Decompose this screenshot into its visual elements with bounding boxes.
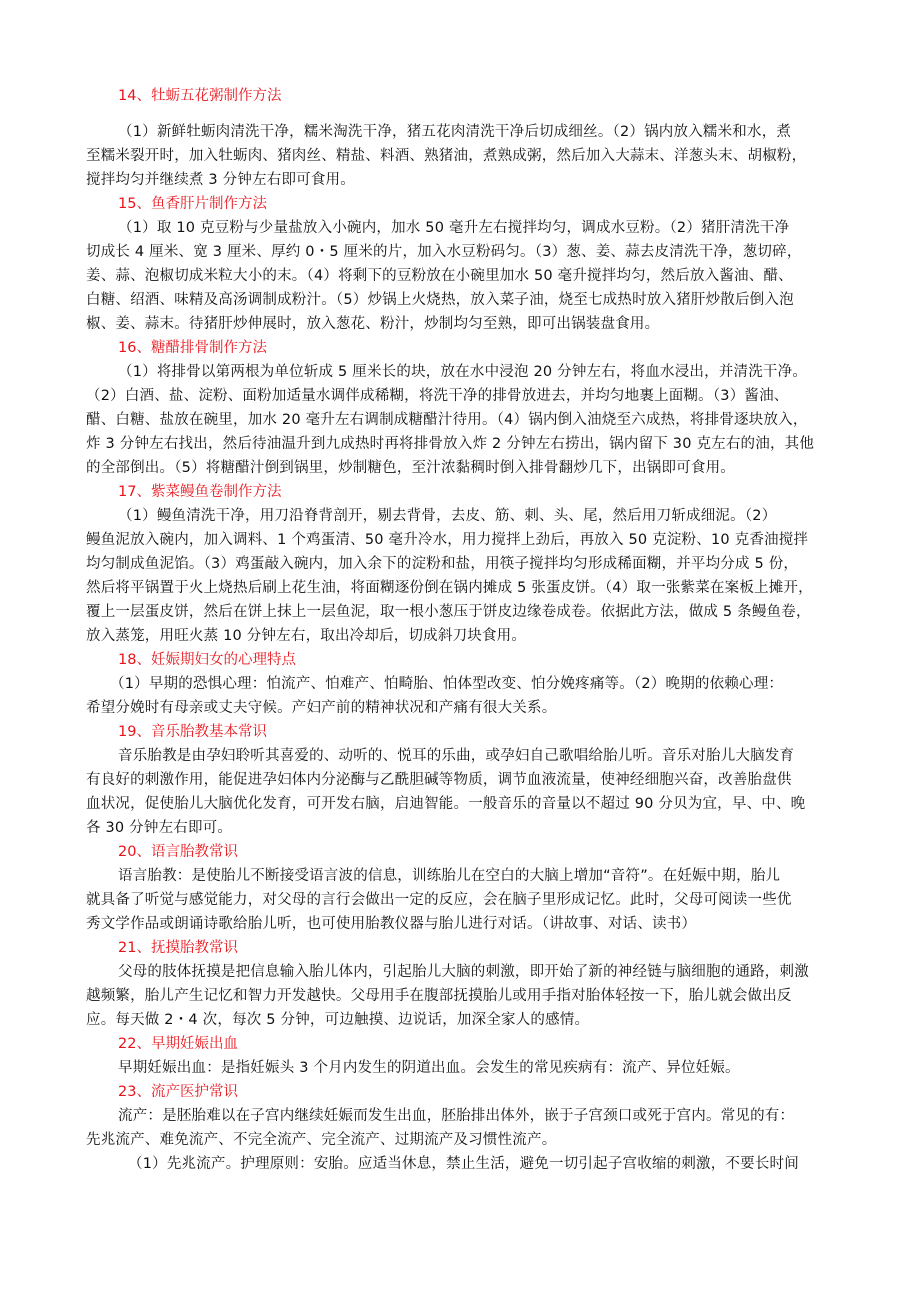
- paragraph-line: 各 30 分钟左右即可。: [86, 820, 233, 836]
- paragraph-line: 姜、蒜、泡椒切成米粒大小的末。（4）将剩下的豆粉放在小碗里加水 50 毫升搅拌均匀，然后放入酱油、醋、: [86, 268, 793, 284]
- section-heading-15: 15、鱼香肝片制作方法: [118, 196, 267, 212]
- paragraph-line: 然后将平锅置于火上烧热后刷上花生油，将面糊逐份倒在锅内摊成 5 张蛋皮饼。（4）取一张紫菜在案板上摊开，: [86, 580, 813, 596]
- paragraph-line: 覆上一层蛋皮饼，然后在饼上抹上一层鱼泥，取一根小葱压于饼皮边缘卷成卷。依据此方法，做成 5 条鳗鱼卷，: [86, 604, 811, 620]
- paragraph-line: 椒、姜、蒜末。待猪肝炒伸展时，放入葱花、粉汁，炒制均匀至熟，即可出锅装盘食用。: [86, 316, 660, 332]
- section-heading-17: 17、紫菜鳗鱼卷制作方法: [118, 484, 282, 500]
- section-heading-20: 20、语言胎教常识: [118, 844, 238, 860]
- paragraph-line: 希望分娩时有母亲或丈夫守候。产妇产前的精神状况和产痛有很大关系。: [86, 700, 557, 716]
- section-heading-18: 18、妊娠期妇女的心理特点: [118, 652, 296, 668]
- paragraph-line: 应。每天做 2・4 次，每次 5 分钟，可边触摸、边说话，加深全家人的感情。: [86, 1012, 590, 1028]
- paragraph-line: （1）将排骨以第两根为单位斩成 5 厘米长的块，放在水中浸泡 20 分钟左右，将血水浸出，并清洗干净。: [118, 364, 808, 380]
- paragraph-line: 醋、白糖、盐放在碗里，加水 20 毫升左右调制成糖醋汁待用。（4）锅内倒入油烧至六成热，将排骨逐块放入，: [86, 412, 808, 428]
- paragraph-line: （1）鳗鱼清洗干净，用刀沿脊背剖开，剔去背骨，去皮、筋、刺、头、尾，然后用刀斩成细泥。（2）: [118, 508, 777, 524]
- paragraph-line: （1）早期的恐惧心理：怕流产、怕难产、怕畸胎、怕体型改变、怕分娩疼痛等。（2）晚期的依赖心理：: [110, 676, 784, 692]
- paragraph-line: 均匀制成鱼泥馅。（3）鸡蛋敲入碗内，加入余下的淀粉和盐，用筷子搅拌均匀形成稀面糊，并平均分成 5 份，: [86, 556, 799, 572]
- paragraph-line: 至糯米裂开时，加入牡蛎肉、猪肉丝、精盐、料酒、熟猪油，煮熟成粥，然后加入大蒜末、洋葱头末、胡椒粉，: [86, 148, 807, 164]
- paragraph-line: 语言胎教：是使胎儿不断接受语言波的信息，训练胎儿在空白的大脑上增加“音符”。在妊娠中期，胎儿: [118, 868, 781, 884]
- paragraph-line: 音乐胎教是由孕妇聆听其喜爱的、动听的、悦耳的乐曲，或孕妇自己歌唱给胎儿听。音乐对胎儿大脑发育: [118, 748, 795, 764]
- paragraph-line: 鳗鱼泥放入碗内，加入调料、1 个鸡蛋清、50 毫升冷水，用力搅拌上劲后，再放入 50 克淀粉、10 克香油搅拌: [86, 532, 809, 548]
- paragraph-line: 就具备了听觉与感觉能力，对父母的言行会做出一定的反应，会在脑子里形成记忆。此时，父母可阅读一些优: [86, 892, 792, 908]
- paragraph-line: 搅拌均匀并继续煮 3 分钟左右即可食用。: [86, 172, 355, 188]
- paragraph-line: 秀文学作品或朗诵诗歌给胎儿听，也可使用胎教仪器与胎儿进行对话。（讲故事、对话、读书）: [86, 916, 697, 932]
- paragraph-line: 放入蒸笼，用旺火蒸 10 分钟左右，取出冷却后，切成斜刀块食用。: [86, 628, 527, 644]
- section-heading-19: 19、音乐胎教基本常识: [118, 724, 267, 740]
- section-heading-21: 21、抚摸胎教常识: [118, 940, 238, 956]
- paragraph-line: 白糖、绍酒、味精及高汤调制成粉汁。（5）炒锅上火烧热，放入菜子油，烧至七成热时放入猪肝炒散后倒入泡: [86, 292, 794, 308]
- paragraph-line: 先兆流产、难免流产、不完全流产、完全流产、过期流产及习惯性流产。: [86, 1132, 557, 1148]
- paragraph-line: 流产：是胚胎难以在子宫内继续妊娠而发生出血，胚胎排出体外，嵌于子宫颈口或死于宫内。常见的有：: [118, 1108, 795, 1124]
- section-heading-14: 14、牡蛎五花粥制作方法: [118, 88, 282, 104]
- paragraph-line: 切成长 4 厘米、宽 3 厘米、厚约 0・5 厘米的片，加入水豆粉码匀。（3）葱、姜、蒜去皮清洗干净，葱切碎，: [86, 244, 802, 260]
- paragraph-line: 血状况，促使胎儿大脑优化发育，可开发右脑，启迪智能。一般音乐的音量以不超过 90 分贝为宜，早、中、晚: [86, 796, 806, 812]
- paragraph-line: （2）白酒、盐、淀粉、面粉加适量水调伴成稀糊，将洗干净的排骨放进去，并均匀地裹上面糊。（3）酱油、: [86, 388, 789, 404]
- section-heading-22: 22、早期妊娠出血: [118, 1036, 238, 1052]
- paragraph-line: 越频繁，胎儿产生记忆和智力开发越快。父母用手在腹部抚摸胎儿或用手指对胎体轻按一下，胎儿就会做出反: [86, 988, 792, 1004]
- paragraph-line: 有良好的刺激作用，能促进孕妇体内分泌酶与乙酰胆碱等物质，调节血液流量，使神经细胞兴奋，改善胎盘供: [86, 772, 792, 788]
- section-heading-23: 23、流产医护常识: [118, 1084, 238, 1100]
- paragraph-line: （1）取 10 克豆粉与少量盐放入小碗内，加水 50 毫升左右搅拌均匀，调成水豆粉。（2）猪肝清洗干净: [118, 220, 790, 236]
- paragraph-line: （1）先兆流产。护理原则：安胎。应适当休息，禁止生活，避免一切引起子宫收缩的刺激，不要长时间: [128, 1156, 799, 1172]
- paragraph-line: 的全部倒出。（5）将糖醋汁倒到锅里，炒制糖色，至汁浓黏稠时倒入排骨翻炒几下，出锅即可食用。: [86, 460, 735, 476]
- paragraph-line: 炸 3 分钟左右找出，然后待油温升到九成热时再将排骨放入炸 2 分钟左右捞出，锅内留下 30 克左右的油，其他: [86, 436, 815, 452]
- paragraph-line: 早期妊娠出血：是指妊娠头 3 个月内发生的阴道出血。会发生的常见疾病有：流产、异位妊娠。: [118, 1060, 740, 1076]
- paragraph-line: （1）新鲜牡蛎肉清洗干净，糯米淘洗干净，猪五花肉清洗干净后切成细丝。（2）锅内放入糯米和水，煮: [118, 124, 792, 140]
- paragraph-line: 父母的肢体抚摸是把信息输入胎儿体内，引起胎儿大脑的刺激，即开始了新的神经链与脑细胞的通路，刺激: [118, 964, 809, 980]
- section-heading-16: 16、糖醋排骨制作方法: [118, 340, 267, 356]
